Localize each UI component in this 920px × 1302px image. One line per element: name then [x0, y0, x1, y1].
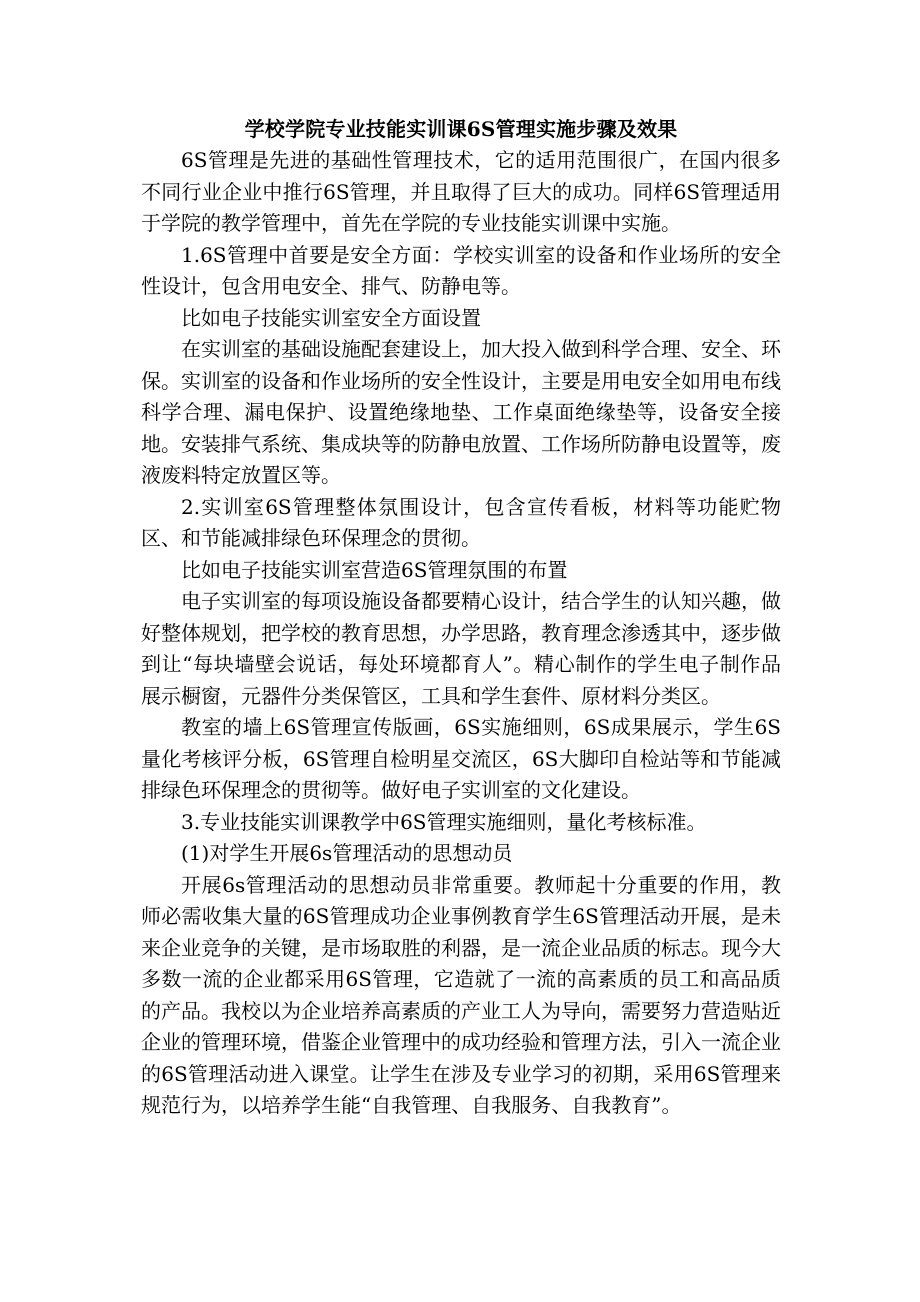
paragraph-section-1: 1.6S管理中首要是安全方面：学校实训室的设备和作业场所的安全性设计，包含用电安全、排气、防静电等。 — [141, 242, 781, 298]
paragraph-subsection-1: (1)对学生开展6s管理活动的思想动员 — [181, 841, 513, 865]
paragraph-safety-details: 在实训室的基础设施配套建设上，加大投入做到科学合理、安全、环保。实训室的设备和作业场所的安全性设计，主要是用电安全如用电布线科学合理、漏电保护、设置绝缘地垫、工作桌面绝缘垫等，设备安全接地。安装排气系统、集成块等的防静电放置、工作场所防静电设置等，废液废料特定放置区等。 — [141, 337, 781, 487]
paragraph-intro: 6S管理是先进的基础性管理技术，它的适用范围很广，在国内很多不同行业企业中推行6S管理，并且取得了巨大的成功。同样6S管理适用于学院的教学管理中，首先在学院的专业技能实训课中实施。 — [141, 148, 781, 235]
paragraph-example-atmosphere: 比如电子技能实训室营造6S管理氛围的布置 — [181, 557, 568, 582]
document-title: 学校学院专业技能实训课6S管理实施步骤及效果 — [244, 117, 678, 141]
paragraph-example-safety: 比如电子技能实训室安全方面设置 — [181, 305, 481, 330]
paragraph-section-2: 2.实训室6S管理整体氛围设计，包含宣传看板，材料等功能贮物区、和节能减排绿色环保理念的贯彻。 — [141, 494, 781, 550]
document-page — [141, 114, 781, 1122]
paragraph-atmosphere-details: 电子实训室的每项设施设备都要精心设计，结合学生的认知兴趣，做好整体规划，把学校的教育思想，办学思路，教育理念渗透其中，逐步做到让“每块墙壁会说话，每处环境都育人”。精心制作的学生电子制作品展示橱窗，元器件分类保管区，工具和学生套件、原材料分类区。 — [141, 589, 781, 708]
paragraph-section-3: 3.专业技能实训课教学中6S管理实施细则，量化考核标准。 — [181, 809, 707, 834]
paragraph-mobilization-details: 开展6s管理活动的思想动员非常重要。教师起十分重要的作用，教师必需收集大量的6S管理成功企业事例教育学生6S管理活动开展，是未来企业竞争的关键，是市场取胜的利器，是一流企业品质的标志。现今大多数一流的企业都采用6S管理，它造就了一流的高素质的员工和高品质的产品。我校以为企业培养高素质的产业工人为导向，需要努力营造贴近企业的管理环境，借鉴企业管理中的成功经验和管理方法，引入一流企业的6S管理活动进入课堂。让学生在涉及专业学习的初期，采用6S管理来规范行为，以培养学生能“自我管理、自我服务、自我教育”。 — [141, 872, 781, 1117]
paragraph-wall-culture: 教室的墙上6S管理宣传版画，6S实施细则，6S成果展示，学生6S量化考核评分板，6S管理自检明星交流区，6S大脚印自检站等和节能减排绿色环保理念的贯彻等。做好电子实训室的文化建设。 — [141, 715, 781, 802]
